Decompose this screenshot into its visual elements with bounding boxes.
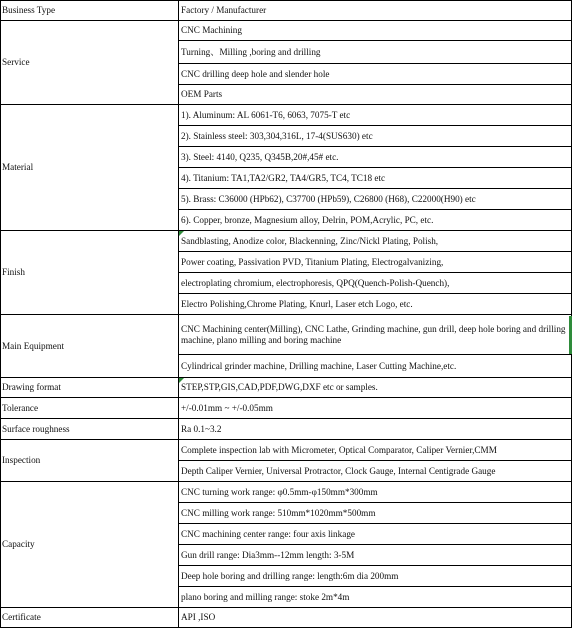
row-label: Business Type (1, 1, 179, 21)
row-value: Ra 0.1~3.2 (179, 419, 572, 440)
row-value: CNC milling work range: 510mm*1020mm*500mm (179, 503, 572, 524)
row-value: Complete inspection lab with Micrometer, Optical Comparator, Caliper Vernier,CMM (179, 440, 572, 461)
row-value: CNC Machining center(Milling), CNC Lathe, Grinding machine, gun drill, deep hole boring and drilling machine, plano milling and boring machine (179, 315, 572, 355)
row-label: Finish (1, 231, 179, 315)
row-label: Capacity (1, 482, 179, 608)
row-value: CNC Machining (179, 21, 572, 41)
table-row (1, 1, 572, 21)
row-value: Factory / Manufacturer (179, 1, 572, 21)
row-value: 3). Steel: 4140, Q235, Q345B,20#,45# etc. (179, 147, 572, 168)
row-value: Gun drill range: Dia3mm--12mm length: 3-5M (179, 545, 572, 566)
row-label: Tolerance (1, 398, 179, 419)
row-value: +/-0.01mm ~ +/-0.05mm (179, 398, 572, 419)
row-value: electroplating chromium, electrophoresis, QPQ(Quench-Polish-Quench), (179, 273, 572, 294)
row-label: Service (1, 21, 179, 105)
row-value: CNC machining center range: four axis linkage (179, 524, 572, 545)
row-value: CNC turning work range: φ0.5mm-φ150mm*300mm (179, 482, 572, 503)
table-row (1, 608, 572, 628)
row-label: Inspection (1, 440, 179, 482)
row-label: Surface roughness (1, 419, 179, 440)
row-value: Turning、Milling ,boring and drilling (179, 41, 572, 64)
row-value: 1). Aluminum: AL 6061-T6, 6063, 7075-T etc (179, 105, 572, 126)
spec-table-body (1, 1, 572, 628)
table-row (1, 440, 572, 461)
table-row (1, 231, 572, 252)
table-row (1, 315, 572, 355)
row-value: plano boring and milling range: stoke 2m*4m (179, 587, 572, 608)
cell-selection-marker (569, 316, 572, 354)
row-value: STEP,STP,GIS,CAD,PDF,DWG,DXF etc or samples. (179, 378, 572, 398)
table-row (1, 378, 572, 398)
table-row (1, 105, 572, 126)
row-label: Material (1, 105, 179, 231)
row-label: Drawing format (1, 378, 179, 398)
row-value: API ,ISO (179, 608, 572, 628)
row-value: 5). Brass: C36000 (HPb62), C37700 (HPb59), C26800 (H68), C22000(H90) etc (179, 189, 572, 210)
row-value: Cylindrical grinder machine, Drilling machine, Laser Cutting Machine,etc. (179, 355, 572, 378)
row-value: Power coating, Passivation PVD, Titanium Plating, Electrogalvanizing, (179, 252, 572, 273)
row-label: Certificate (1, 608, 179, 628)
row-value: CNC drilling deep hole and slender hole (179, 64, 572, 85)
row-value: Electro Polishing,Chrome Plating, Knurl, Laser etch Logo, etc. (179, 294, 572, 315)
row-value: 6). Copper, bronze, Magnesium alloy, Delrin, POM,Acrylic, PC, etc. (179, 210, 572, 231)
row-value: 4). Titanium: TA1,TA2/GR2, TA4/GR5, TC4, TC18 etc (179, 168, 572, 189)
table-row (1, 419, 572, 440)
table-row (1, 398, 572, 419)
table-row (1, 21, 572, 41)
table-row (1, 482, 572, 503)
row-value: Depth Caliper Vernier, Universal Protractor, Clock Gauge, Internal Centigrade Gauge (179, 461, 572, 482)
row-value: OEM Parts (179, 85, 572, 105)
row-value: Deep hole boring and drilling range: length:6m dia 200mm (179, 566, 572, 587)
row-value: 2). Stainless steel: 303,304,316L, 17-4(SUS630) etc (179, 126, 572, 147)
row-label: Main Equipment (1, 315, 179, 378)
row-value: Sandblasting, Anodize color, Blackenning, Zinc/Nickl Plating, Polish, (179, 231, 572, 252)
